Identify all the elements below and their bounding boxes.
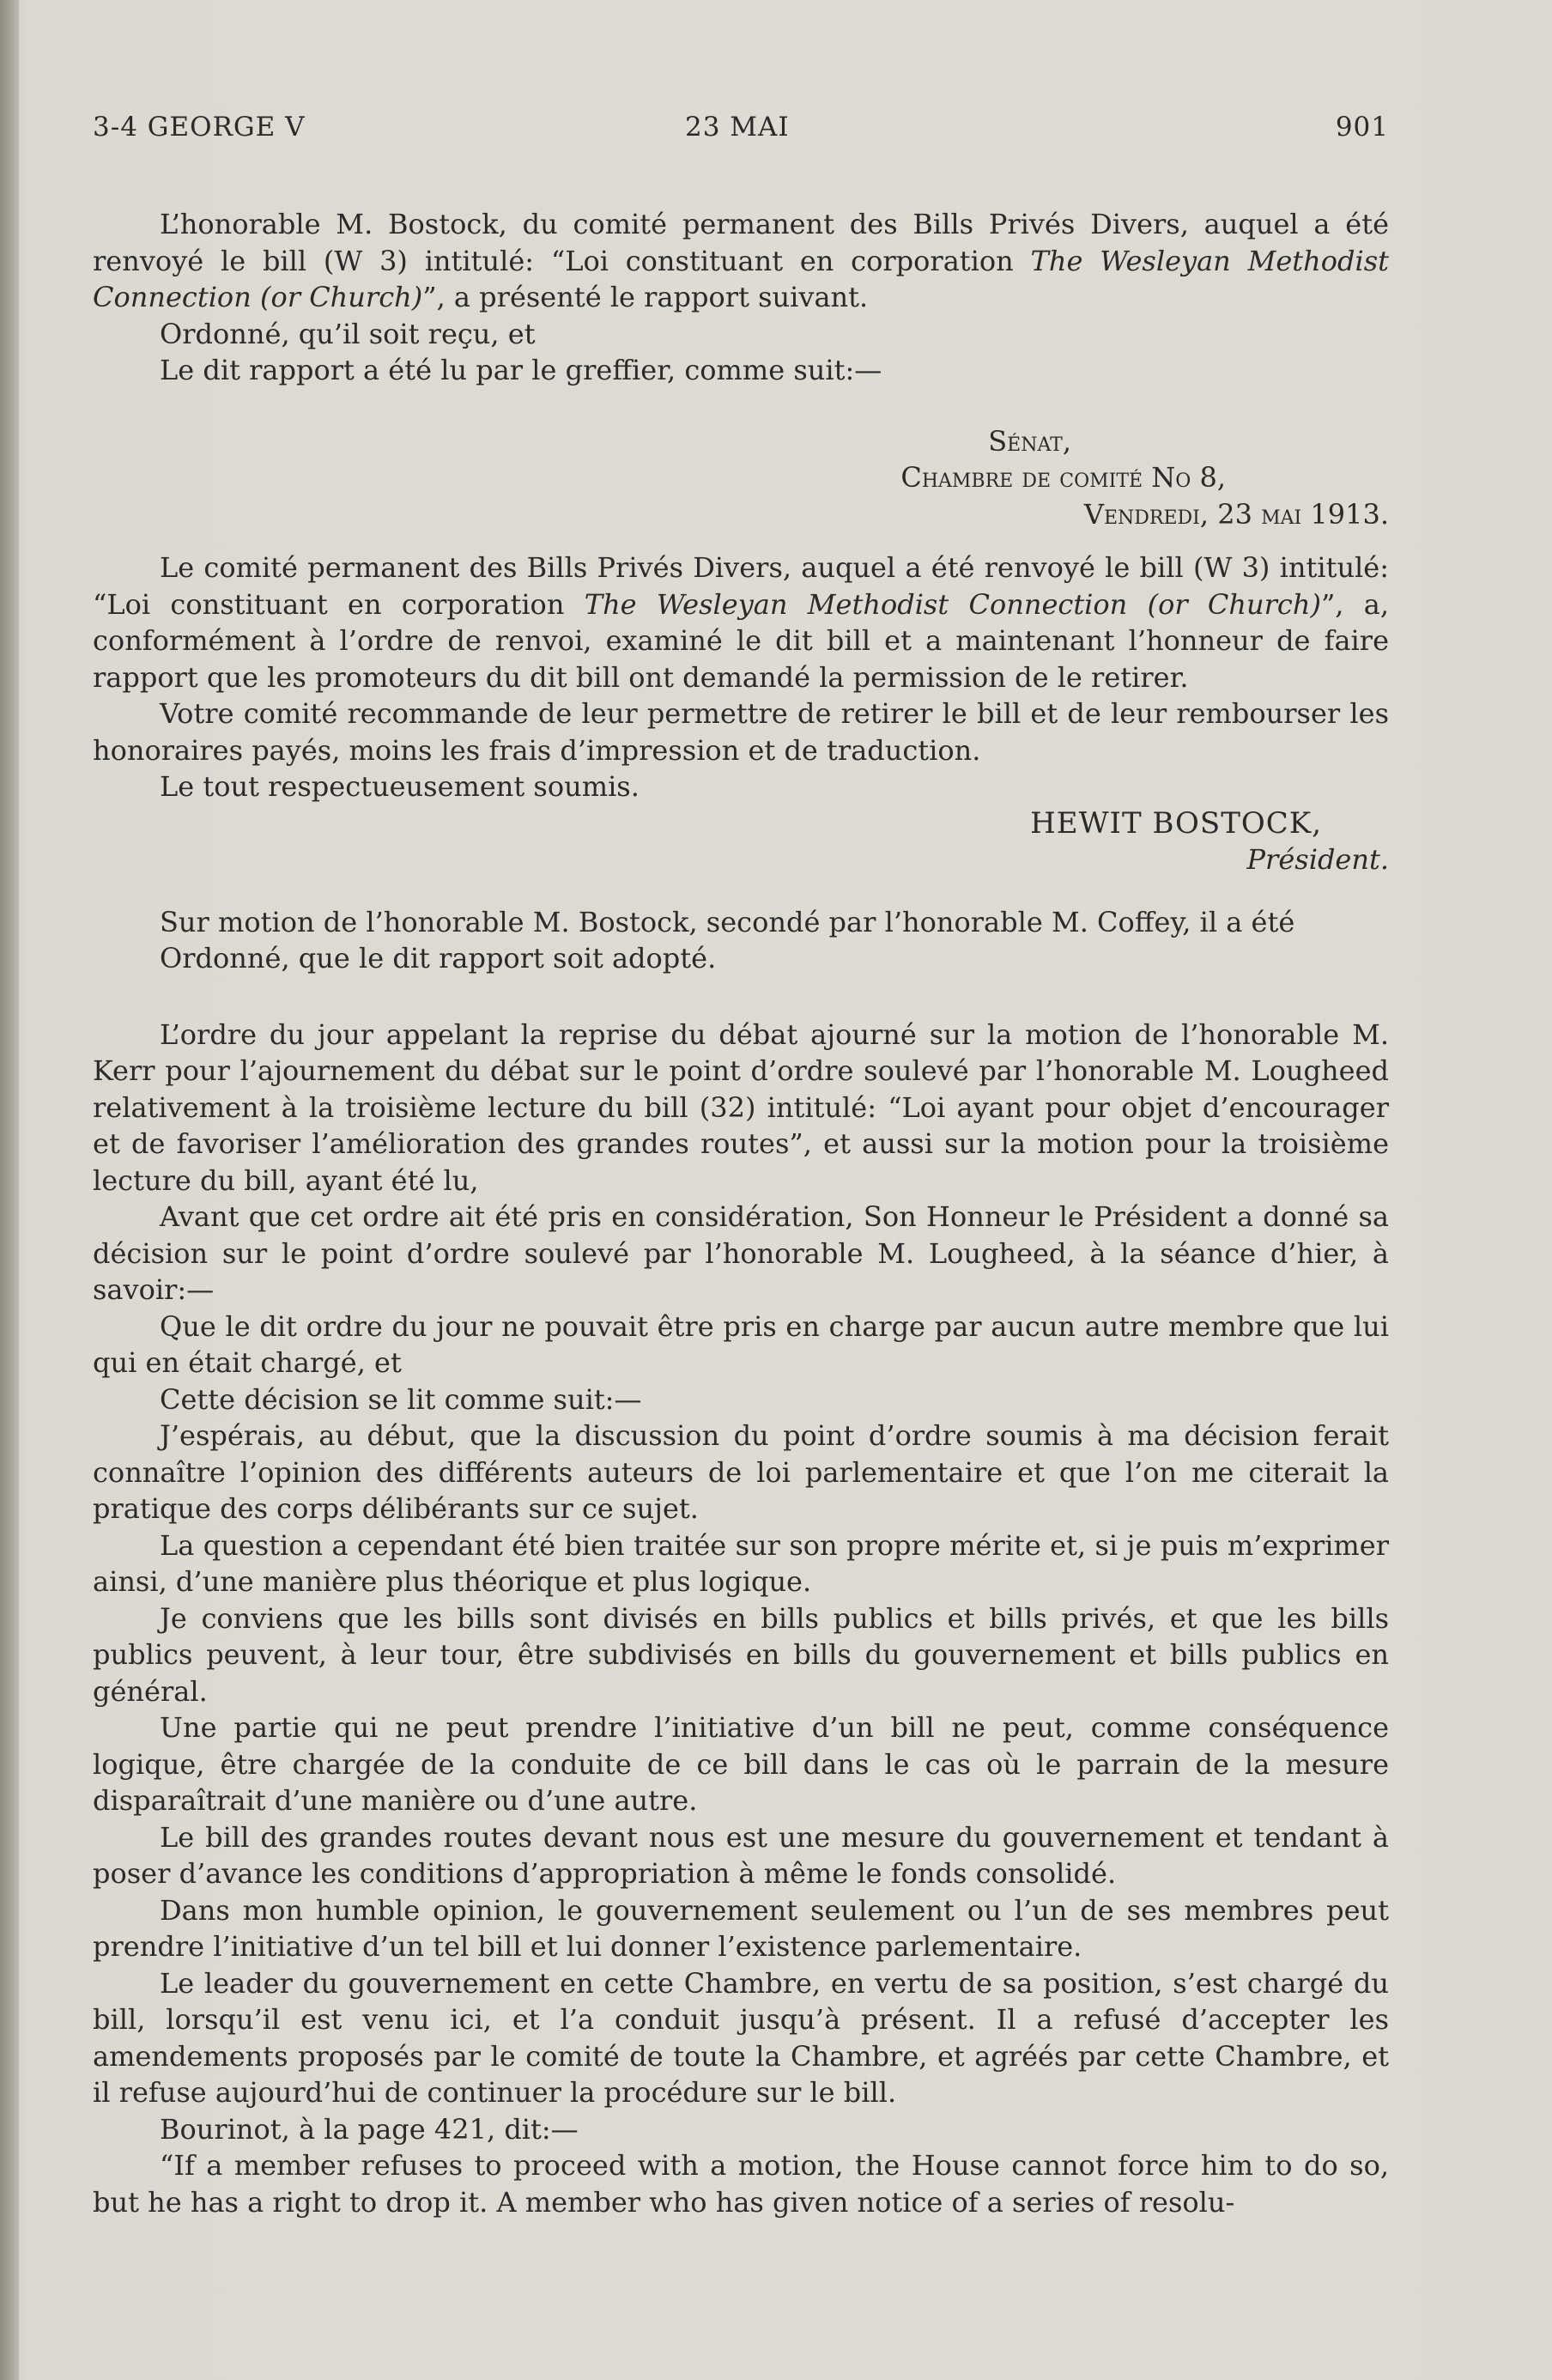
bourinot-quotation: “If a member refuses to proceed with a motion, the House cannot force him to do so, but he has a right to drop it. A member who has given notice of a series of resolu-	[93, 2149, 1389, 2219]
ruling-paragraph-6: Dans mon humble opinion, le gouvernement seulement ou l’un de ses membres peut prendre l’initiative d’un tel bill et lui donner l’existence parlementaire.	[93, 1893, 1389, 1963]
page-number: 901	[1335, 112, 1389, 143]
report-body-paragraph: Le comité permanent des Bills Privés Divers, auquel a été renvoyé le bill (W 3) intitulé: “Loi constituant en corporation The Wesleyan Methodist Connection (or Church)”, a, conformément à l’ordre de renvoi, examiné le dit bill et a maintenant l’honneur de faire rapport que les promoteurs du dit bill ont demandé la permission de le retirer.	[93, 551, 1390, 694]
adoption-order-paragraph: Ordonné, que le dit rapport soit adopté.	[160, 942, 717, 974]
report-read-paragraph: Le dit rapport a été lu par le greffier, comme suit:—	[160, 354, 882, 386]
ruling-paragraph-2: La question a cependant été bien traitée sur son propre mérite et, si je puis m’exprimer ainsi, d’une manière plus théorique et plus logique.	[93, 1528, 1389, 1598]
ruling-paragraph-1: J’espérais, au début, que la discussion du point d’ordre soumis à ma décision ferait connaître l’opinion des différents auteurs de loi parlementaire et que l’on me citerait la pratique des corps délibérants sur ce sujet.	[93, 1419, 1389, 1525]
order-received-paragraph: Ordonné, qu’il soit reçu, et	[160, 317, 536, 350]
ruling-paragraph-5: Le bill des grandes routes devant nous est une mesure du gouvernement et tendant à poser d’avance les conditions d’appropriation à même le fonds consolidé.	[93, 1820, 1389, 1890]
adoption-motion-paragraph: Sur motion de l’honorable M. Bostock, secondé par l’honorable M. Coffey, il a été	[160, 905, 1295, 938]
report-header-date: Vendredi, 23 mai 1913.	[1083, 497, 1389, 531]
report-header-room: Chambre de comité No 8,	[900, 461, 1226, 494]
decision-summary-paragraph: Que le dit ordre du jour ne pouvait être pris en charge par aucun autre membre que lui qui en était chargé, et	[93, 1309, 1389, 1379]
report-recommendation-paragraph: Votre comité recommande de leur permettre de retirer le bill et de leur rembourser les honoraires payés, moins les frais d’impression et de traduction.	[93, 697, 1389, 767]
page-body	[93, 206, 1389, 2220]
header-regnal-year: 3-4 GEORGE V	[93, 112, 306, 143]
report-presentation-paragraph: L’honorable M. Bostock, du comité permanent des Bills Privés Divers, auquel a été renvoyé le bill (W 3) intitulé: “Loi constituant en corporation The Wesleyan Methodist Connection (or Church)”, a présenté le rapport suivant.	[93, 208, 1390, 313]
ruling-paragraph-7: Le leader du gouvernement en cette Chambre, en vertu de sa position, s’est chargé du bill, lorsqu’il est venu ici, et l’a conduit jusqu’à présent. Il a refusé d’accepter les amendements proposés par le comité de toute la Chambre, et agréés par cette Chambre, et il refuse aujourd’hui de continuer la procédure sur le bill.	[93, 1966, 1389, 2109]
bourinot-citation-intro: Bourinot, à la page 421, dit:—	[160, 2112, 579, 2146]
ruling-paragraph-4: Une partie qui ne peut prendre l’initiative d’un bill ne peut, comme conséquence logique, être chargée de la conduite de ce bill dans le cas où le parrain de la mesure disparaîtrait d’une manière ou d’une autre.	[93, 1711, 1389, 1817]
report-header-senate: Sénat,	[988, 424, 1071, 458]
report-closing-paragraph: Le tout respectueusement soumis.	[160, 770, 640, 803]
speaker-decision-paragraph: Avant que cet ordre ait été pris en considération, Son Honneur le Président a donné sa décision sur le point d’ordre soulevé par l’honorable M. Lougheed, à la séance d’hier, à savoir:—	[93, 1200, 1389, 1306]
signature-name: HEWIT BOSTOCK,	[1030, 805, 1322, 841]
header-date: 23 MAI	[685, 112, 790, 143]
signature-title: Président.	[1246, 843, 1389, 876]
decision-intro-paragraph: Cette décision se lit comme suit:—	[160, 1382, 642, 1416]
order-of-day-paragraph: L’ordre du jour appelant la reprise du débat ajourné sur la motion de l’honorable M. Kerr pour l’ajournement du débat sur le point d’ordre soulevé par l’honorable M. Lougheed relativement à la troisième lecture du bill (32) intitulé: “Loi ayant pour objet d’encourager et de favoriser l’amélioration des grandes routes”, et aussi sur la motion pour la troisième lecture du bill, ayant été lu,	[93, 1017, 1389, 1197]
ruling-paragraph-3: Je conviens que les bills sont divisés en bills publics et bills privés, et que les bills publics peuvent, à leur tour, être subdivisés en bills du gouvernement et bills publics en général.	[93, 1601, 1389, 1708]
page-binding-edge	[0, 0, 19, 2380]
